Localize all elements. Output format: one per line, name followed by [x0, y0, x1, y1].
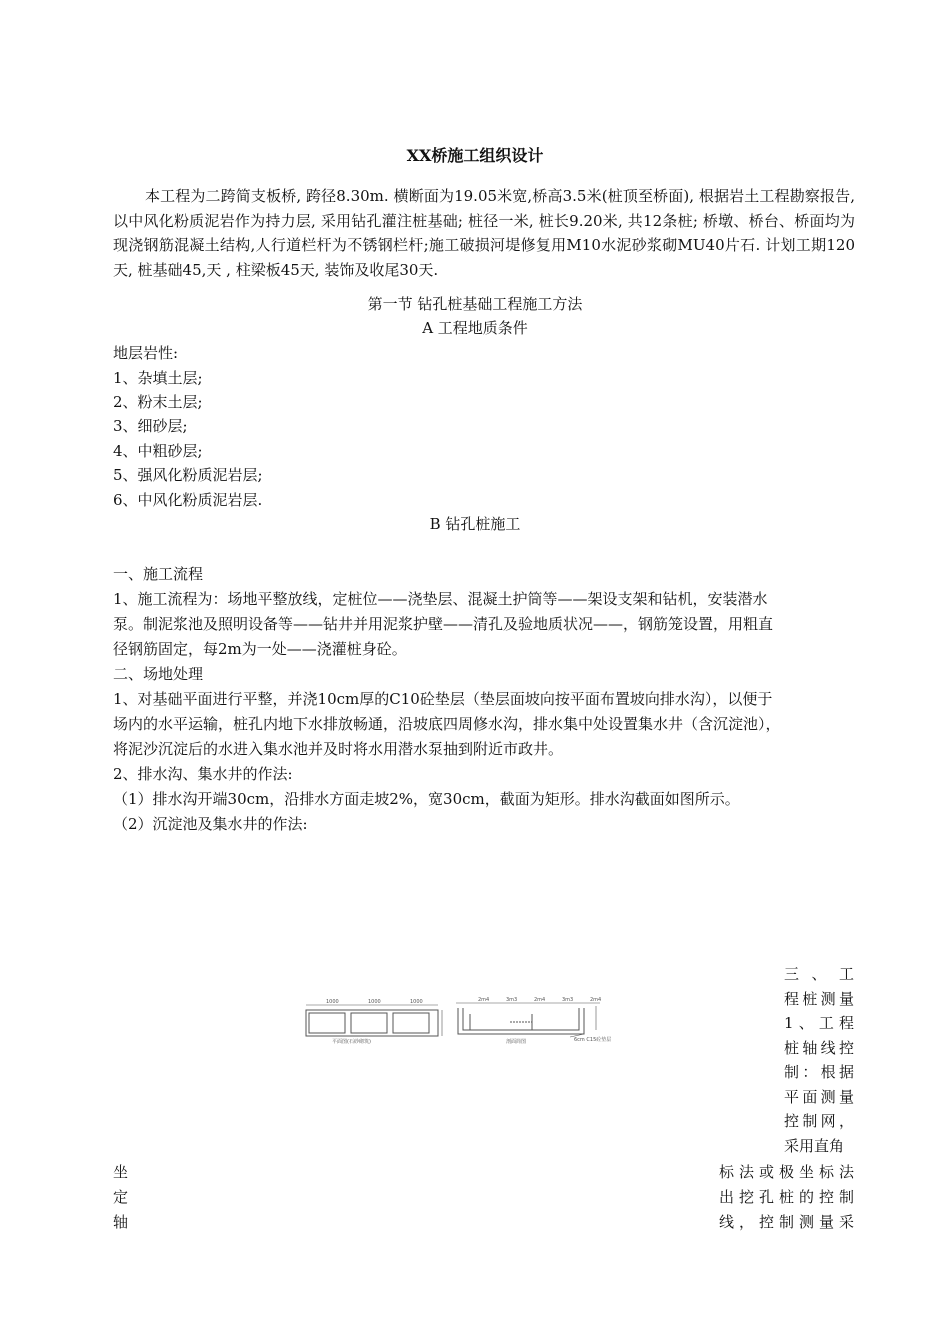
- section-heading-a: A 工程地质条件: [422, 319, 528, 337]
- bottom-left-char: 坐: [113, 1163, 129, 1181]
- heading-construction-flow: 一、施工流程: [113, 565, 204, 583]
- section-dim-label: 3m3: [562, 997, 574, 1003]
- bottom-right-line: 线，控制测量采: [719, 1213, 854, 1231]
- section-dim-label: 2m4: [534, 997, 546, 1003]
- document-title: XX桥施工组织设计: [406, 146, 544, 165]
- paragraph-line: 将泥沙沉淀后的水进入集水池并及时将水用潜水泵抽到附近市政井。: [113, 740, 564, 758]
- paragraph-line: 径钢筋固定，每2m为一处——浇灌桩身砼。: [113, 640, 407, 658]
- right-column-line: 制：根据: [784, 1063, 854, 1081]
- strata-item: 3、细砂层;: [113, 417, 188, 435]
- strata-item: 6、中风化粉质泥岩层.: [113, 491, 263, 509]
- paragraph-line: 1、施工流程为：场地平整放线，定桩位——浇垫层、混凝土护筒等——架设支架和钻机，安装潜水: [113, 590, 768, 608]
- strata-item: 5、强风化粉质泥岩层;: [113, 466, 263, 484]
- section-heading-b: B 钻孔桩施工: [429, 515, 521, 533]
- section-heading-1: 第一节 钻孔桩基础工程施工方法: [367, 295, 583, 313]
- section-dim-label: 2m4: [590, 997, 602, 1003]
- section-dim-label: 2m4: [478, 997, 490, 1003]
- right-column-line: 程桩测量: [784, 989, 854, 1008]
- plan-dim-label: 1000: [410, 999, 423, 1005]
- section-caption: 剖面简图: [506, 1039, 527, 1044]
- paragraph-line: （1）排水沟开端30cm，沿排水方面走坡2%，宽30cm，截面为矩形。排水沟截面如图所示。: [113, 790, 740, 808]
- drainage-figure: [300, 996, 612, 1044]
- right-column-line: 三、工: [784, 965, 854, 983]
- strata-heading: 地层岩性:: [113, 344, 179, 362]
- strata-item: 1、杂填土层;: [113, 369, 203, 387]
- section-dim-label: 3m3: [506, 997, 518, 1003]
- right-column-line: 平面测量: [784, 1087, 854, 1106]
- paragraph-line: （2）沉淀池及集水井的作法:: [113, 815, 308, 833]
- plan-dim-label: 1000: [326, 999, 339, 1005]
- bottom-right-line: 标法或极坐标法: [719, 1163, 854, 1181]
- plan-caption: 平面图(石砂砌筑): [332, 1039, 371, 1044]
- bottom-right-line: 出挖孔桩的控制: [719, 1188, 854, 1206]
- right-column-line: 采用直角: [784, 1136, 845, 1155]
- heading-site-treatment: 二、场地处理: [113, 665, 204, 683]
- right-column-line: 1、工程: [784, 1014, 854, 1032]
- bottom-left-char: 定: [113, 1188, 129, 1206]
- paragraph-line: 场内的水平运输，桩孔内地下水排放畅通，沿坡底四周修水沟，排水集中处设置集水井（含沉淀池），: [113, 715, 781, 733]
- paragraph-line: 2、排水沟、集水井的作法:: [113, 765, 293, 783]
- intro-paragraph: 本工程为二跨简支板桥, 跨径8.30m. 横断面为19.05米宽,桥高3.5米(桩顶至桥面), 根据岩土工程勘察报告, 以中风化粉质泥岩作为持力层, 采用钻孔灌注桩基础; 桩径一米, 桩长9.20米, 共12条桩; 桥墩、桥台、桥面均为现浇钢筋混凝土结构,人行道栏杆为不锈钢栏杆;施工破损河堤修复用M10水泥砂浆砌MU40片石. 计划工期120天, 桩基础45,天 , 柱梁板45天, 装饰及收尾30天.: [113, 187, 855, 279]
- paragraph-line: 泵。制泥浆池及照明设备等——钻井并用泥浆护壁——清孔及验地质状况——，钢筋笼设置，用粗直: [113, 615, 774, 633]
- strata-item: 4、中粗砂层;: [113, 442, 203, 460]
- strata-item: 2、粉末土层;: [113, 393, 203, 411]
- right-column-line: 桩轴线控: [784, 1038, 854, 1057]
- right-column-line: 控制网，: [784, 1112, 854, 1130]
- bottom-left-char: 轴: [113, 1213, 129, 1231]
- paragraph-line: 1、对基础平面进行平整，并浇10cm厚的C10砼垫层（垫层面坡向按平面布置坡向排水沟），以便于: [113, 690, 773, 708]
- plan-dim-label: 1000: [368, 999, 381, 1005]
- right-column: [784, 962, 854, 1158]
- section-note: 6cm C15砼垫层: [574, 1037, 612, 1043]
